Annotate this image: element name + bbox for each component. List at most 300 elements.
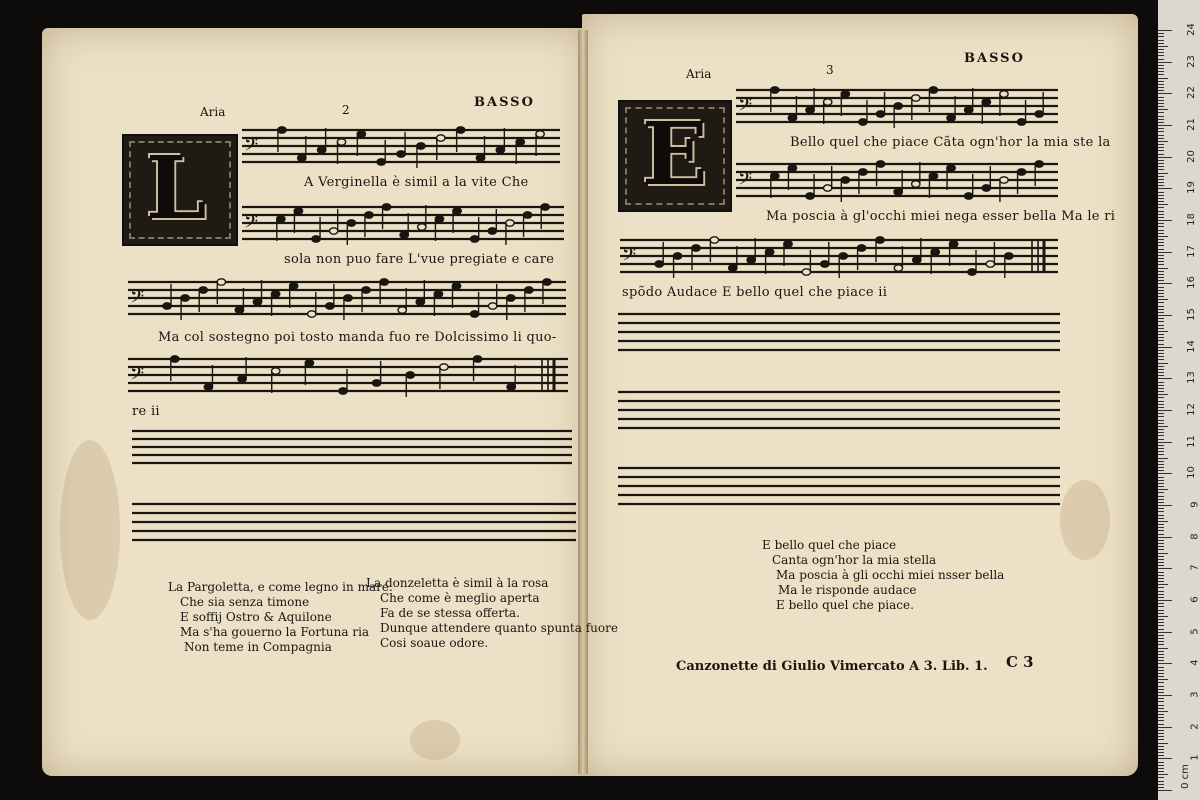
note-head	[382, 204, 390, 210]
signature-mark: C 3	[1006, 653, 1034, 671]
left-page-number: 2	[342, 103, 350, 117]
ruler-tick	[1158, 448, 1164, 449]
ruler-tick	[1158, 657, 1164, 658]
ruler-tick	[1158, 622, 1164, 623]
ruler-tick	[1158, 391, 1164, 392]
ruler-tick	[1158, 103, 1164, 104]
ruler-number: 17	[1186, 244, 1198, 258]
ruler-tick	[1158, 90, 1164, 91]
ruler-tick	[1158, 173, 1168, 174]
ruler-tick	[1158, 755, 1164, 756]
ruler-tick	[1158, 116, 1164, 117]
ruler-tick	[1158, 321, 1164, 322]
left-part-name: BASSO	[474, 95, 535, 110]
ruler-tick	[1158, 670, 1164, 671]
note-head	[747, 257, 755, 263]
ruler-tick	[1158, 344, 1164, 345]
note-head	[347, 220, 355, 226]
note-head	[543, 279, 551, 285]
ruler-tick	[1158, 55, 1164, 56]
stanza-column	[762, 538, 1004, 613]
ruler-tick	[1158, 565, 1164, 566]
ruler-tick	[1158, 451, 1164, 452]
lyric-line: Bello quel che piace Cãta ogn'hor la mia ste la	[790, 135, 1111, 150]
ruler-tick	[1158, 600, 1172, 601]
ruler-tick	[1158, 648, 1168, 649]
ruler-tick	[1158, 562, 1164, 563]
verse-line: E soffij Ostro & Aquilone	[180, 610, 332, 624]
note-head	[506, 220, 514, 226]
ruler-number: 3	[1189, 691, 1200, 698]
ruler-tick	[1158, 268, 1168, 269]
verse-line: La donzeletta è simil à la rosa	[366, 576, 549, 590]
ruler-tick	[1158, 736, 1164, 737]
ruler-number: 10	[1186, 466, 1198, 480]
ruler-tick	[1158, 727, 1172, 728]
note-head	[317, 147, 325, 153]
bass-clef: 𝄢	[738, 94, 753, 120]
ruler-tick	[1158, 154, 1164, 155]
ruler-tick	[1158, 698, 1164, 699]
verse-line: Non teme in Compagnia	[184, 640, 332, 654]
note-head	[1035, 111, 1043, 117]
note-head	[217, 279, 225, 285]
ruler-tick	[1158, 442, 1172, 443]
note-head	[729, 265, 737, 271]
note-head	[418, 224, 426, 230]
left-aria-label: Aria	[200, 105, 226, 119]
note-head	[710, 237, 718, 243]
ruler-tick	[1158, 188, 1172, 189]
ruler-number: 12	[1186, 403, 1198, 416]
note-head	[929, 173, 937, 179]
ruler-tick	[1158, 382, 1164, 383]
ruler-tick	[1158, 467, 1164, 468]
ruler-tick	[1158, 325, 1164, 326]
bass-clef: 𝄢	[622, 244, 637, 270]
note-head	[440, 364, 448, 370]
ruler-tick	[1158, 309, 1164, 310]
ruler-tick	[1158, 138, 1164, 139]
ruler-tick	[1158, 743, 1168, 744]
ruler-tick	[1158, 724, 1164, 725]
ruler-tick	[1158, 271, 1164, 272]
ruler-tick	[1158, 578, 1164, 579]
ornamental-initial-e	[618, 100, 732, 212]
ruler-tick	[1158, 774, 1168, 775]
ruler-tick	[1158, 454, 1164, 455]
ruler-number: 15	[1186, 308, 1198, 321]
ruler-tick	[1158, 157, 1172, 158]
note-head	[488, 303, 496, 309]
note-head	[496, 147, 504, 153]
note-head	[525, 287, 533, 293]
ruler-tick	[1158, 141, 1168, 142]
note-head	[964, 193, 972, 199]
note-head	[357, 131, 365, 137]
bass-clef: 𝄢	[130, 286, 145, 312]
ruler-number: 20	[1186, 149, 1198, 163]
note-head	[894, 189, 902, 195]
ruler-tick	[1158, 302, 1164, 303]
lyric-line: spõdo Audace E bello quel che piace ii	[622, 285, 888, 300]
note-head	[417, 143, 425, 149]
note-head	[823, 99, 831, 105]
note-head	[949, 241, 957, 247]
lyric-line: sola non puo fare L'vue pregiate e care	[284, 252, 555, 267]
ruler-number: 14	[1186, 339, 1198, 353]
ruler-tick	[1158, 746, 1164, 747]
ruler-tick	[1158, 701, 1164, 702]
ruler-tick	[1158, 274, 1164, 275]
ruler-tick	[1158, 749, 1164, 750]
ruler-tick	[1158, 36, 1164, 37]
ruler-tick	[1158, 293, 1164, 294]
note-head	[452, 283, 460, 289]
music-staff	[128, 357, 568, 393]
ruler-tick	[1158, 416, 1164, 417]
ruler-tick	[1158, 106, 1164, 107]
ruler-tick	[1158, 518, 1164, 519]
ruler-tick	[1158, 420, 1164, 421]
ruler-number: 6	[1189, 596, 1200, 603]
ruler-number: 21	[1186, 118, 1198, 131]
ruler-tick	[1158, 591, 1164, 592]
note-head	[437, 135, 445, 141]
ruler-tick	[1158, 499, 1164, 500]
ruler-tick	[1158, 489, 1168, 490]
note-head	[765, 249, 773, 255]
note-head	[305, 360, 313, 366]
empty-staff	[132, 502, 576, 542]
ruler-tick	[1158, 708, 1164, 709]
ruler-tick	[1158, 192, 1164, 193]
note-head	[536, 131, 544, 137]
ruler-tick	[1158, 521, 1168, 522]
ruler-tick	[1158, 407, 1164, 408]
ruler-tick	[1158, 641, 1164, 642]
note-head	[473, 356, 481, 362]
ruler-tick	[1158, 762, 1164, 763]
ruler-tick	[1158, 480, 1164, 481]
ruler-tick	[1158, 632, 1172, 633]
ruler-number: 7	[1189, 564, 1200, 572]
ruler-tick	[1158, 147, 1164, 148]
ruler-number: 23	[1186, 54, 1198, 68]
ruler-number: 18	[1186, 213, 1198, 226]
ruler-number: 4	[1189, 659, 1200, 667]
ruler-tick	[1158, 686, 1164, 687]
note-head	[982, 185, 990, 191]
note-head	[294, 208, 302, 214]
ruler-tick	[1158, 52, 1164, 53]
ruler-tick	[1158, 575, 1164, 576]
page-footer: Canzonette di Giulio Vimercato A 3. Lib. 1.	[676, 659, 988, 674]
ruler-tick	[1158, 258, 1164, 259]
ruler-tick	[1158, 135, 1164, 136]
ruler-tick	[1158, 473, 1172, 474]
verse-line: Canta ogn'hor la mia stella	[772, 553, 937, 567]
ruler-tick	[1158, 201, 1164, 202]
ruler-tick	[1158, 220, 1172, 221]
ruler-tick	[1158, 62, 1172, 63]
measurement-ruler	[1158, 0, 1200, 800]
note-head	[377, 159, 385, 165]
ruler-tick	[1158, 223, 1164, 224]
ruler-tick	[1158, 131, 1164, 132]
note-head	[1017, 169, 1025, 175]
ruler-number: 9	[1189, 501, 1200, 508]
note-head	[476, 155, 484, 161]
ruler-tick	[1158, 616, 1168, 617]
note-head	[199, 287, 207, 293]
ruler-tick	[1158, 581, 1164, 582]
ruler-tick	[1158, 432, 1164, 433]
note-head	[380, 279, 388, 285]
note-head	[365, 212, 373, 218]
ruler-tick	[1158, 689, 1164, 690]
note-head	[416, 299, 424, 305]
ruler-tick	[1158, 119, 1164, 120]
ruler-tick	[1158, 109, 1168, 110]
ruler-tick	[1158, 84, 1164, 85]
note-head	[289, 283, 297, 289]
ruler-tick	[1158, 625, 1164, 626]
ruler-number: 1	[1189, 754, 1200, 762]
ruler-tick	[1158, 784, 1164, 785]
note-head	[326, 303, 334, 309]
note-head	[788, 165, 796, 171]
ruler-tick	[1158, 717, 1164, 718]
ruler-tick	[1158, 515, 1164, 516]
ruler-tick	[1158, 277, 1164, 278]
ruler-tick	[1158, 530, 1164, 531]
ruler-tick	[1158, 369, 1164, 370]
note-head	[397, 151, 405, 157]
stanza-column	[366, 576, 618, 651]
ruler-tick	[1158, 676, 1164, 677]
note-head	[516, 139, 524, 145]
ruler-tick	[1158, 790, 1172, 791]
ruler-tick	[1158, 163, 1164, 164]
ruler-tick	[1158, 584, 1168, 585]
ruler-tick	[1158, 401, 1164, 402]
note-head	[821, 261, 829, 267]
ruler-tick	[1158, 347, 1172, 348]
ruler-number: 2	[1189, 722, 1200, 730]
ruler-tick	[1158, 81, 1164, 82]
ruler-tick	[1158, 296, 1164, 297]
ruler-tick	[1158, 356, 1164, 357]
ruler-tick	[1158, 46, 1168, 47]
note-head	[692, 245, 700, 251]
note-head	[771, 173, 779, 179]
ruler-tick	[1158, 594, 1164, 595]
empty-staff	[618, 390, 1060, 430]
note-head	[163, 303, 171, 309]
ruler-tick	[1158, 777, 1164, 778]
ruler-tick	[1158, 752, 1164, 753]
music-staff	[736, 162, 1058, 198]
ruler-tick	[1158, 435, 1164, 436]
ruler-tick	[1158, 787, 1164, 788]
note-head	[272, 368, 280, 374]
note-head	[406, 372, 414, 378]
ruler-tick	[1158, 511, 1164, 512]
ruler-tick	[1158, 211, 1164, 212]
ruler-number: 5	[1189, 627, 1200, 635]
verse-line: Cosi soaue odore.	[380, 636, 489, 650]
ruler-tick	[1158, 283, 1172, 284]
paper-stain	[60, 440, 120, 620]
paper-stain	[1060, 480, 1110, 560]
ruler-tick	[1158, 252, 1172, 253]
ruler-tick	[1158, 236, 1168, 237]
ruler-tick	[1158, 150, 1164, 151]
note-head	[372, 380, 380, 386]
ruler-tick	[1158, 527, 1164, 528]
ruler-tick	[1158, 214, 1164, 215]
ruler-tick	[1158, 534, 1164, 535]
ruler-tick	[1158, 93, 1172, 94]
ruler-tick	[1158, 470, 1164, 471]
note-head	[470, 236, 478, 242]
music-staff	[242, 128, 560, 164]
ruler-tick	[1158, 388, 1164, 389]
ruler-tick	[1158, 502, 1164, 503]
ruler-tick	[1158, 372, 1164, 373]
initial-letter: E	[642, 104, 708, 205]
ruler-tick	[1158, 568, 1172, 569]
ruler-tick	[1158, 692, 1164, 693]
ruler-tick	[1158, 492, 1164, 493]
ruler-tick	[1158, 397, 1164, 398]
ruler-tick	[1158, 363, 1168, 364]
note-head	[894, 265, 902, 271]
verse-line: Che come è meglio aperta	[380, 591, 540, 605]
ruler-tick	[1158, 613, 1164, 614]
ruler-tick	[1158, 350, 1164, 351]
verse-line: E bello quel che piace.	[776, 598, 914, 612]
ruler-tick	[1158, 730, 1164, 731]
lyric-line: A Verginella è simil a la vite Che	[304, 175, 529, 190]
ruler-tick	[1158, 74, 1164, 75]
ruler-tick	[1158, 711, 1168, 712]
ruler-tick	[1158, 559, 1164, 560]
ruler-tick	[1158, 546, 1164, 547]
note-head	[507, 295, 515, 301]
note-head	[488, 228, 496, 234]
ruler-tick	[1158, 207, 1164, 208]
note-head	[453, 208, 461, 214]
ruler-tick	[1158, 461, 1164, 462]
ruler-tick	[1158, 359, 1164, 360]
note-head	[435, 216, 443, 222]
note-head	[1000, 91, 1008, 97]
ruler-tick	[1158, 603, 1164, 604]
ruler-tick	[1158, 705, 1164, 706]
note-head	[913, 257, 921, 263]
paper-stain	[410, 720, 460, 760]
ruler-tick	[1158, 299, 1168, 300]
ruler-number: 11	[1186, 434, 1198, 448]
ruler-tick	[1158, 65, 1164, 66]
note-head	[876, 111, 884, 117]
ruler-tick	[1158, 524, 1164, 525]
ruler-tick	[1158, 40, 1164, 41]
note-head	[968, 269, 976, 275]
ruler-tick	[1158, 537, 1172, 538]
note-head	[894, 103, 902, 109]
ruler-number: 13	[1186, 371, 1198, 385]
ruler-tick	[1158, 334, 1164, 335]
ruler-tick	[1158, 660, 1164, 661]
note-head	[253, 299, 261, 305]
ruler-tick	[1158, 458, 1168, 459]
ruler-tick	[1158, 673, 1164, 674]
ruler-tick	[1158, 496, 1164, 497]
note-head	[344, 295, 352, 301]
ruler-tick	[1158, 160, 1164, 161]
note-head	[470, 311, 478, 317]
music-staff	[242, 205, 564, 241]
ruler-tick	[1158, 385, 1164, 386]
ruler-tick	[1158, 739, 1164, 740]
note-head	[802, 269, 810, 275]
note-head	[964, 107, 972, 113]
ruler-tick	[1158, 337, 1164, 338]
note-head	[1000, 177, 1008, 183]
ruler-tick	[1158, 312, 1164, 313]
ruler-tick	[1158, 87, 1164, 88]
ruler-number: 8	[1189, 532, 1200, 540]
ruler-tick	[1158, 125, 1172, 126]
note-head	[655, 261, 663, 267]
note-head	[986, 261, 994, 267]
ruler-tick	[1158, 667, 1164, 668]
empty-staff	[132, 429, 572, 465]
ruler-tick	[1158, 644, 1164, 645]
ruler-tick	[1158, 651, 1164, 652]
ruler-tick	[1158, 679, 1168, 680]
right-part-name: BASSO	[964, 51, 1025, 66]
ruler-tick	[1158, 410, 1172, 411]
ruler-tick	[1158, 771, 1164, 772]
ruler-tick	[1158, 486, 1164, 487]
ruler-tick	[1158, 439, 1164, 440]
note-head	[788, 115, 796, 121]
ruler-tick	[1158, 226, 1164, 227]
ruler-tick	[1158, 606, 1164, 607]
note-head	[278, 127, 286, 133]
ruler-tick	[1158, 242, 1164, 243]
ruler-tick	[1158, 483, 1164, 484]
ruler-tick	[1158, 33, 1164, 34]
ruler-number: 16	[1186, 276, 1198, 290]
ruler-tick	[1158, 508, 1164, 509]
ruler-tick	[1158, 331, 1168, 332]
music-staff	[736, 88, 1058, 124]
ruler-tick	[1158, 340, 1164, 341]
ruler-tick	[1158, 122, 1164, 123]
ruler-tick	[1158, 549, 1164, 550]
ruler-tick	[1158, 328, 1164, 329]
note-head	[876, 161, 884, 167]
ruler-tick	[1158, 43, 1164, 44]
verse-line: Ma poscia à gli occhi miei nsser bella	[776, 568, 1005, 582]
verse-line: Fa de se stessa offerta.	[380, 606, 520, 620]
ruler-tick	[1158, 195, 1164, 196]
